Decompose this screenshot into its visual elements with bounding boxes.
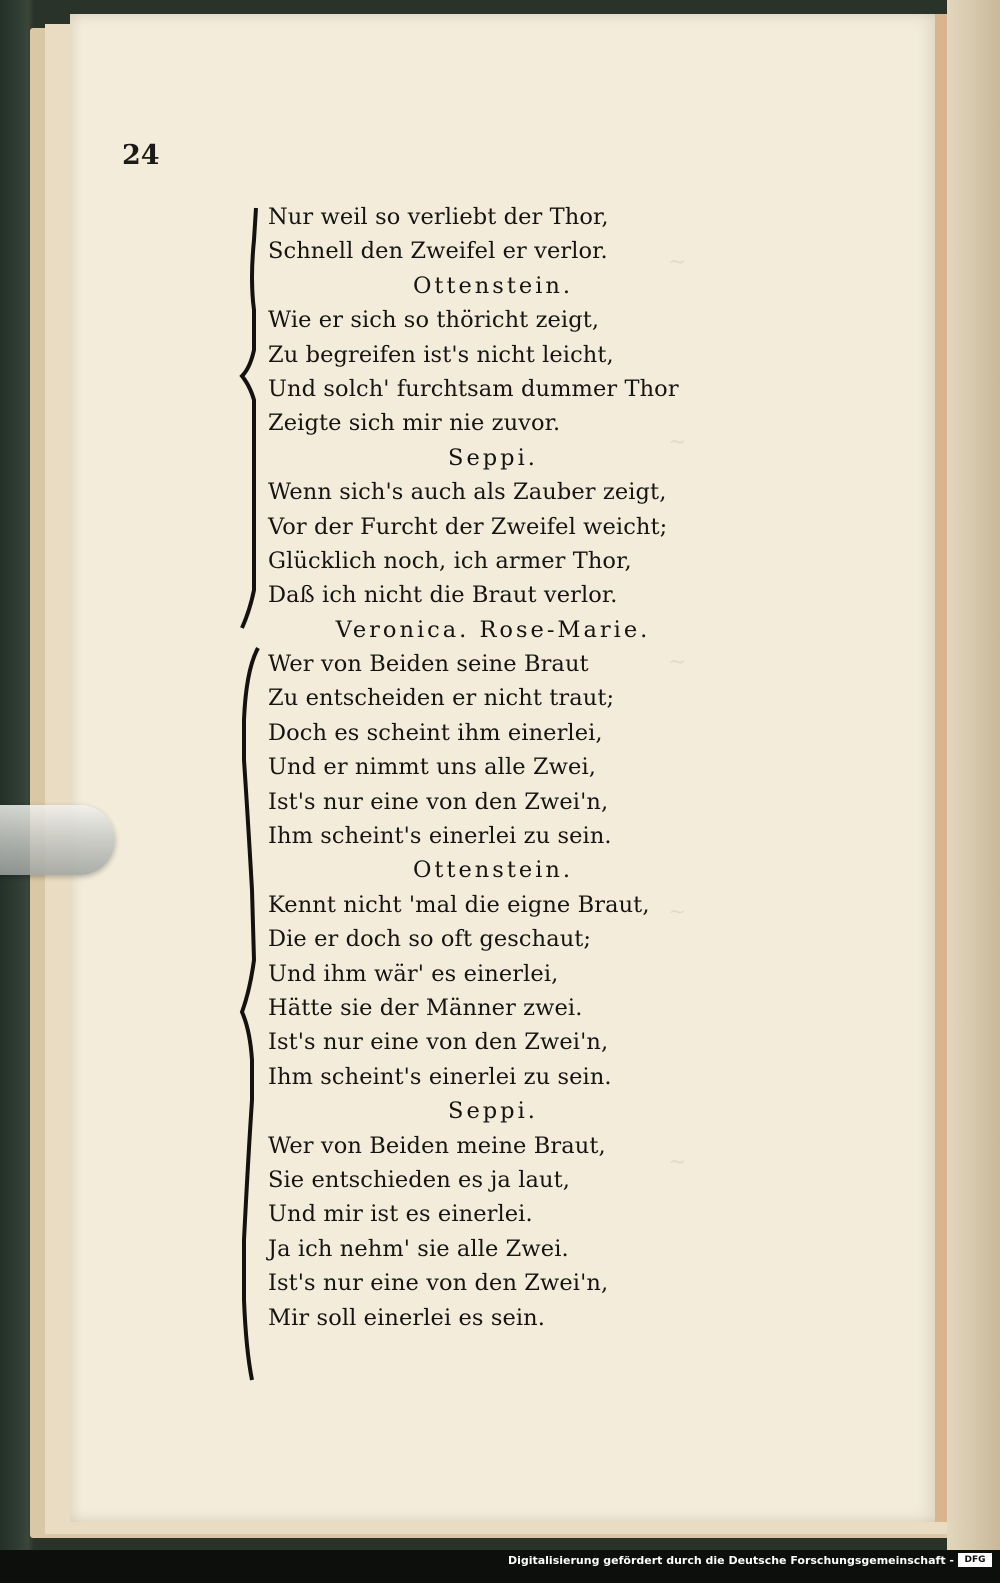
dfg-logo: DFG [958,1553,992,1567]
verse-line: Ja ich nehm' sie alle Zwei. [268,1235,569,1262]
show-through-mark: ~ [668,650,687,675]
speaker-brackets [228,200,268,1400]
verse-line: Zu entscheiden er nicht traut; [268,685,615,712]
verse-line: Vor der Furcht der Zweifel weicht; [268,513,668,540]
verse-line: Sie entschieden es ja laut, [268,1166,570,1193]
verse-line: Nur weil so verliebt der Thor, [268,204,609,230]
poem-text [268,200,698,1335]
page-number: 24 [122,140,160,171]
verse-line: Mir soll einerlei es sein. [268,1304,546,1331]
verse-line: Glücklich noch, ich armer Thor, [268,547,632,574]
verse-line: Die er doch so oft geschaut; [268,926,592,953]
verse-line: Ist's nur eine von den Zwei'n, [268,788,609,815]
verse-line: Wenn sich's auch als Zauber zeigt, [268,479,667,506]
verse-line: Und ihm wär' es einerlei, [268,960,559,987]
speaker-name: Veronica. Rose-Marie. [335,616,651,643]
show-through-mark: ~ [668,250,687,275]
bracket-lower [242,648,258,1380]
verse-line: Kennt nicht 'mal die eigne Braut, [268,891,650,918]
verse-line: Ist's nur eine von den Zwei'n, [268,1270,609,1297]
verse-line: Und solch' furchtsam dummer Thor [268,375,679,402]
verse-line: Hätte sie der Männer zwei. [268,994,583,1021]
verse-line: Und mir ist es einerlei. [268,1201,533,1228]
show-through-mark: ~ [668,430,687,455]
facing-page-edge [947,0,1000,1550]
speaker-name: Ottenstein. [412,272,574,299]
page-tint-strip [935,14,947,1522]
verse-line: Ist's nur eine von den Zwei'n, [268,1029,609,1056]
verse-line: Daß ich nicht die Braut verlor. [268,582,618,609]
verse-line: Schnell den Zweifel er verlor. [268,238,608,265]
verse-line: Ihm scheint's einerlei zu sein. [268,823,612,850]
show-through-mark: ~ [668,1150,687,1175]
verse-line: Wie er sich so thöricht zeigt, [268,307,600,334]
funding-credit: Digitalisierung gefördert durch die Deutsche Forschungsgemeinschaft - [507,1554,954,1567]
verse-line: Ihm scheint's einerlei zu sein. [268,1063,612,1090]
speaker-name: Seppi. [448,444,538,471]
verse-line: Wer von Beiden meine Braut, [268,1132,606,1159]
verse-line: Doch es scheint ihm einerlei, [268,719,603,746]
speaker-name: Ottenstein. [412,857,574,884]
scanner-thumb-clip [0,805,115,875]
bracket-upper [242,208,256,628]
verse-line: Zu begreifen ist's nicht leicht, [268,341,614,368]
speaker-name: Seppi. [448,1098,538,1125]
verse-line: Und er nimmt uns alle Zwei, [268,754,596,781]
verse-line: Zeigte sich mir nie zuvor. [268,410,561,437]
verse-line: Wer von Beiden seine Braut [268,651,589,678]
show-through-mark: ~ [668,900,687,925]
